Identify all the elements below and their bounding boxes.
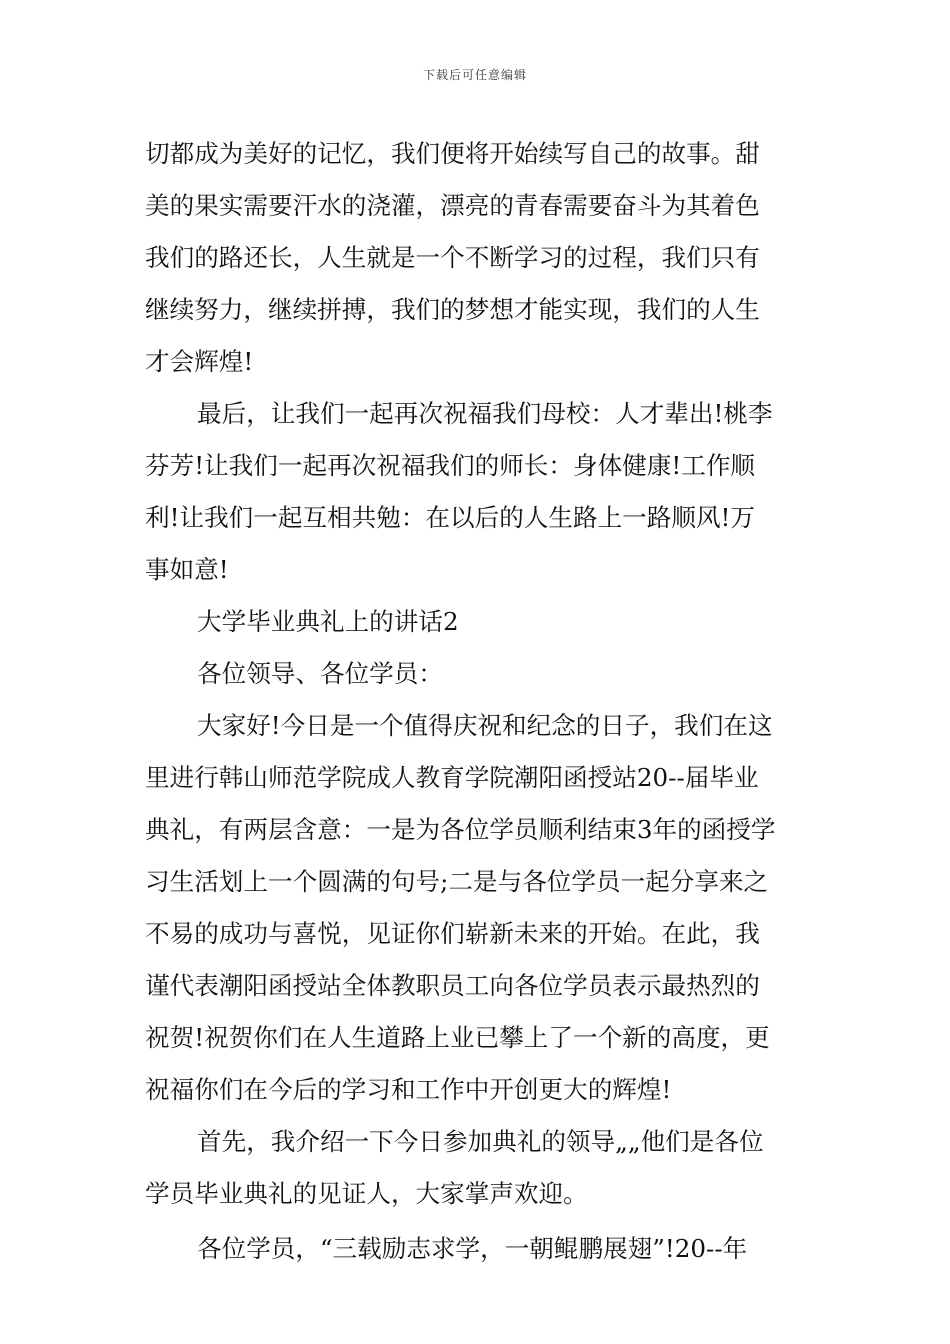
text-line: 祝贺!祝贺你们在人生道路上业已攀上了一个新的高度，更 <box>145 1023 770 1052</box>
document-body <box>145 128 810 1278</box>
text-line: 祝福你们在今后的学习和工作中开创更大的辉煌! <box>145 1075 672 1104</box>
text-line: 里进行韩山师范学院成人教育学院潮阳函授站20--届毕业 <box>145 763 759 792</box>
text-line: 谨代表潮阳函授站全体教职员工向各位学员表示最热烈的 <box>145 971 760 1000</box>
text-line: 学员毕业典礼的见证人，大家掌声欢迎。 <box>145 1179 588 1208</box>
text-line: 事如意! <box>145 555 229 584</box>
text-line: 芬芳!让我们一起再次祝福我们的师长：身体健康!工作顺 <box>145 451 756 480</box>
section-heading: 大学毕业典礼上的讲话2 <box>197 607 459 636</box>
text-line: 各位学员，“三载励志求学，一朝鲲鹏展翅”!20--年 <box>197 1234 748 1263</box>
text-line: 大家好!今日是一个值得庆祝和纪念的日子，我们在这 <box>197 711 773 740</box>
salutation: 各位领导、各位学员： <box>197 659 443 688</box>
text-line: 习生活划上一个圆满的句号;二是与各位学员一起分享来之 <box>145 867 769 896</box>
text-line: 首先，我介绍一下今日参加典礼的领导„„他们是各位 <box>197 1127 764 1156</box>
text-line: 利!让我们一起互相共勉：在以后的人生路上一路顺风!万 <box>145 503 756 532</box>
text-line: 典礼，有两层含意：一是为各位学员顺利结束3年的函授学 <box>145 815 776 844</box>
text-line: 继续努力，继续拼搏，我们的梦想才能实现，我们的人生 <box>145 295 760 324</box>
text-line: 不易的成功与喜悦，见证你们崭新未来的开始。在此，我 <box>145 919 760 948</box>
text-line: 最后，让我们一起再次祝福我们母校：人才辈出!桃李 <box>197 399 773 428</box>
text-line: 切都成为美好的记忆，我们便将开始续写自己的故事。甜 <box>145 139 760 168</box>
text-line: 美的果实需要汗水的浇灌，漂亮的青春需要奋斗为其着色 <box>145 191 760 220</box>
text-line: 才会辉煌! <box>145 347 254 376</box>
page-header-note: 下载后可任意编辑 <box>422 68 527 82</box>
text-line: 我们的路还长，人生就是一个不断学习的过程，我们只有 <box>145 243 760 272</box>
